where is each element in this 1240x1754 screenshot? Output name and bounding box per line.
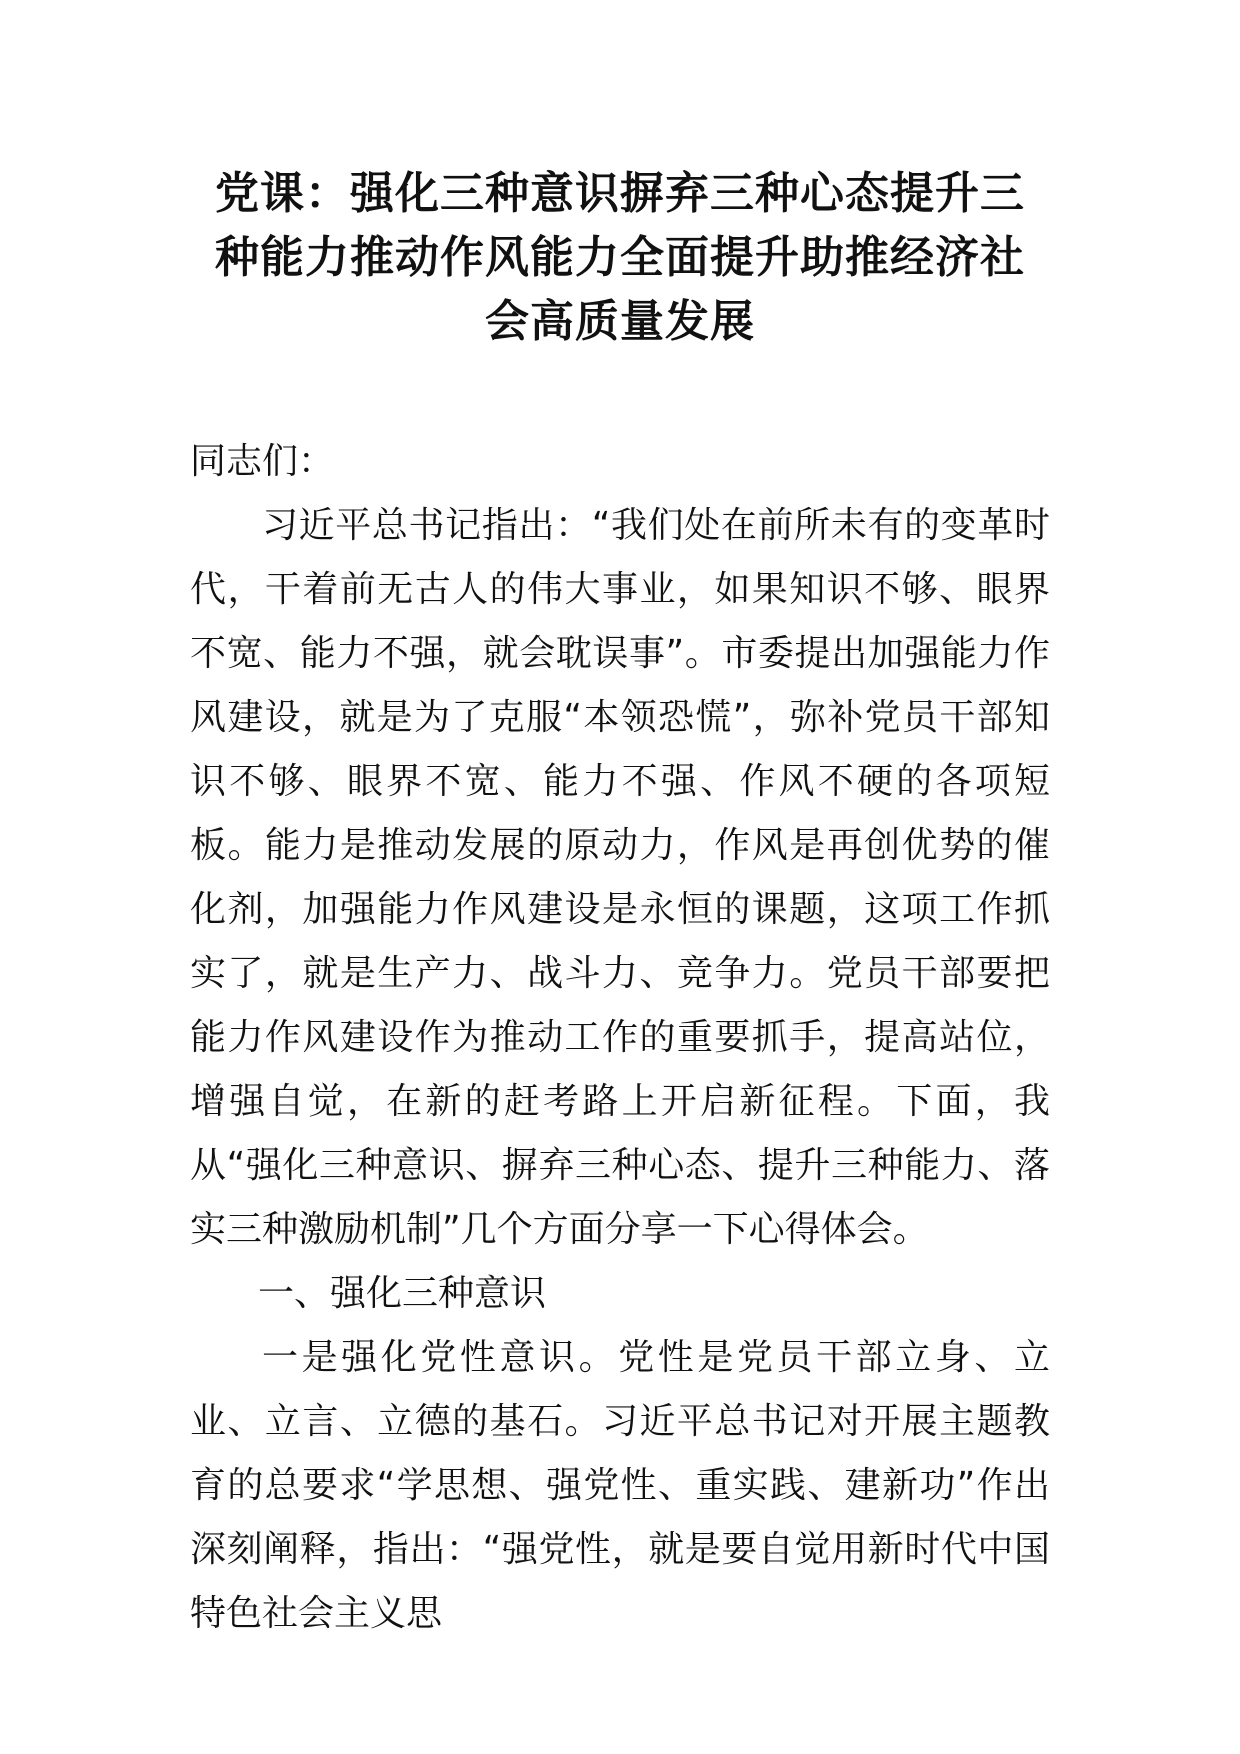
- document-body: [190, 430, 1050, 1646]
- title-line-1: 党课：强化三种意识摒弃三种心态提升三: [215, 168, 1025, 219]
- section-heading-1: 一、强化三种意识: [258, 1273, 547, 1314]
- paragraph-party-spirit: 一是强化党性意识。党性是党员干部立身、立业、立言、立德的基石。习近平总书记对开展主题教育的总要求“学思想、强党性、重实践、建新功”作出深刻阐释，指出：“强党性，就是要自觉用新时代中国特色社会主义思: [190, 1337, 1050, 1634]
- salutation: 同志们：: [190, 441, 335, 482]
- title-line-3: 会高质量发展: [485, 296, 755, 347]
- title-line-2: 种能力推动作风能力全面提升助推经济社: [215, 232, 1025, 283]
- paragraph-intro: 习近平总书记指出：“我们处在前所未有的变革时代，干着前无古人的伟大事业，如果知识不够、眼界不宽、能力不强，就会耽误事”。市委提出加强能力作风建设，就是为了克服“本领恐慌”，弥补党员干部知识不够、眼界不宽、能力不强、作风不硬的各项短板。能力是推动发展的原动力，作风是再创优势的催化剂，加强能力作风建设是永恒的课题，这项工作抓实了，就是生产力、战斗力、竞争力。党员干部要把能力作风建设作为推动工作的重要抓手，提高站位，增强自觉，在新的赶考路上开启新征程。下面，我从“强化三种意识、摒弃三种心态、提升三种能力、落实三种激励机制”几个方面分享一下心得体会。: [190, 505, 1050, 1250]
- document-title: [190, 162, 1050, 354]
